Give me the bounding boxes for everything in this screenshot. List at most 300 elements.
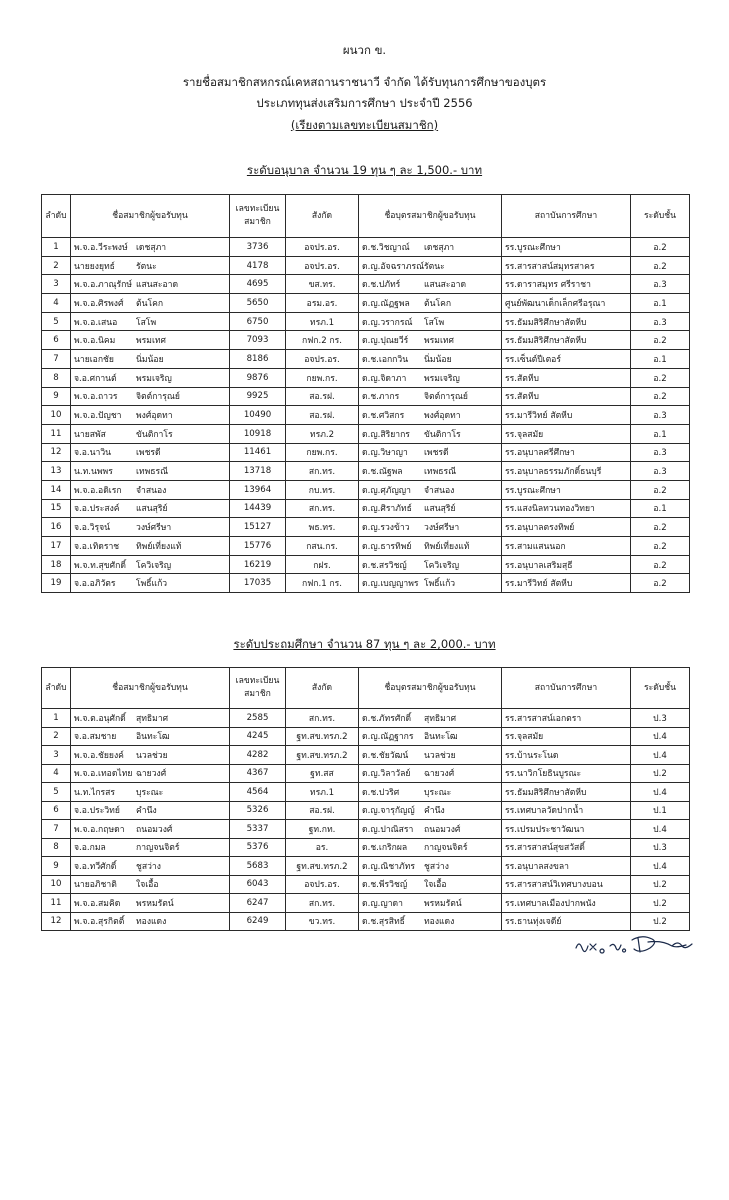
row-member-name xyxy=(71,801,230,820)
row-unit: ฐท.สข.ทรภ.2 xyxy=(286,727,359,746)
row-member-id: 5650 xyxy=(230,294,286,313)
row-order: 1 xyxy=(42,238,71,257)
section-primary-title: ระดับประถมศึกษา จำนวน 87 ทุน ๆ ละ 2,000.- บาท xyxy=(233,637,496,651)
child-first-name: ด.ญ.จิดาภา xyxy=(362,373,407,384)
row-child-name xyxy=(359,764,502,783)
member-first-name: นายเอกชัย xyxy=(74,354,114,365)
row-unit: ทรภ.1 xyxy=(286,312,359,331)
table-row xyxy=(42,801,690,820)
row-unit: กฝร. xyxy=(286,555,359,574)
child-first-name: ด.ญ.ปาณิสรา xyxy=(362,824,414,835)
row-child-name xyxy=(359,894,502,913)
table-row xyxy=(42,312,690,331)
table-row xyxy=(42,875,690,894)
row-grade: อ.2 xyxy=(631,238,690,257)
child-last-name: พรมเจริญ xyxy=(424,373,460,384)
child-first-name: ด.ญ.ณัฏฐากร xyxy=(362,732,414,743)
row-member-id: 7093 xyxy=(230,331,286,350)
row-member-name xyxy=(71,256,230,275)
child-first-name: ด.ญ.ณัฏฐพล xyxy=(362,298,410,309)
row-unit: สก.ทร. xyxy=(286,462,359,481)
row-child-name xyxy=(359,783,502,802)
row-unit: อร. xyxy=(286,838,359,857)
member-first-name: พ.จ.อ.กฤษดา xyxy=(74,824,125,835)
child-first-name: ด.ญ.ญาดา xyxy=(362,898,403,909)
child-first-name: ด.ช.ปวริศ xyxy=(362,787,400,798)
row-child-name xyxy=(359,387,502,406)
row-order: 7 xyxy=(42,820,71,839)
row-school: รร.อนุบาลศรีศึกษา xyxy=(502,443,631,462)
row-grade: ป.4 xyxy=(631,727,690,746)
row-member-id: 2585 xyxy=(230,709,286,728)
member-last-name: ชูสว่าง xyxy=(136,861,161,872)
col-order: ลำดับ xyxy=(42,195,71,238)
row-member-id: 14439 xyxy=(230,499,286,518)
row-unit: ขส.ทร. xyxy=(286,275,359,294)
row-grade: ป.2 xyxy=(631,894,690,913)
row-grade: อ.1 xyxy=(631,350,690,369)
child-last-name: จำสนอง xyxy=(424,485,455,496)
row-member-name xyxy=(71,480,230,499)
table-row xyxy=(42,518,690,537)
row-member-id: 4367 xyxy=(230,764,286,783)
row-member-name xyxy=(71,555,230,574)
row-child-name xyxy=(359,518,502,537)
row-unit: สก.ทร. xyxy=(286,709,359,728)
row-order: 17 xyxy=(42,537,71,556)
member-first-name: นายอภิชาติ xyxy=(74,880,117,891)
table-row xyxy=(42,294,690,313)
table-row xyxy=(42,275,690,294)
row-child-name xyxy=(359,746,502,765)
row-member-id: 5337 xyxy=(230,820,286,839)
row-order: 1 xyxy=(42,709,71,728)
row-member-name xyxy=(71,238,230,257)
row-member-name xyxy=(71,838,230,857)
child-first-name: ด.ช.วิชญาณ์ xyxy=(362,242,410,253)
child-last-name: ชูสว่าง xyxy=(424,861,449,872)
row-grade: อ.2 xyxy=(631,555,690,574)
member-last-name: วงษ์ศรีษา xyxy=(136,523,172,534)
row-unit: สอ.รฝ. xyxy=(286,801,359,820)
annex-label: ผนวก ข. xyxy=(342,43,387,57)
child-last-name: อินทะโฒ xyxy=(424,732,458,743)
row-school: รร.บูรณะศึกษา xyxy=(502,480,631,499)
row-member-id: 6750 xyxy=(230,312,286,331)
row-school: รร.จุลสมัย xyxy=(502,727,631,746)
row-unit: สก.ทร. xyxy=(286,894,359,913)
row-unit: ฐท.สข.ทรภ.2 xyxy=(286,746,359,765)
row-child-name xyxy=(359,912,502,931)
table-row xyxy=(42,727,690,746)
child-last-name: แสนสุริย์ xyxy=(424,504,456,515)
row-order: 2 xyxy=(42,727,71,746)
member-last-name: สุทธิมาศ xyxy=(136,713,169,724)
row-child-name xyxy=(359,574,502,593)
row-unit: อจปร.อร. xyxy=(286,238,359,257)
row-unit: อรม.อร. xyxy=(286,294,359,313)
row-grade: ป.2 xyxy=(631,875,690,894)
row-member-name xyxy=(71,387,230,406)
table-row xyxy=(42,912,690,931)
row-member-id: 9876 xyxy=(230,368,286,387)
row-member-name xyxy=(71,727,230,746)
table-row xyxy=(42,350,690,369)
table-row xyxy=(42,424,690,443)
child-last-name: โพธิ์แก้ว xyxy=(424,579,456,590)
row-order: 4 xyxy=(42,294,71,313)
row-school: รร.สัตหีบ xyxy=(502,368,631,387)
member-first-name: จ.อ.อภิวัตร xyxy=(74,579,116,590)
row-grade: อ.2 xyxy=(631,331,690,350)
row-child-name xyxy=(359,480,502,499)
child-first-name: ด.ญ.จารุกัญญ์ xyxy=(362,806,415,817)
child-last-name: เพชรดี xyxy=(424,448,449,459)
member-first-name: พ.จ.อ.ภาณุรักษ์ xyxy=(74,280,133,291)
child-last-name: ทองแดง xyxy=(424,917,455,928)
member-first-name: พ.จ.อ.ชัยยงค์ xyxy=(74,750,124,761)
table-row xyxy=(42,574,690,593)
member-first-name: จ.อ.ประสงค์ xyxy=(74,504,120,515)
child-first-name: ด.ญ.เบญญาพร xyxy=(362,579,419,590)
row-child-name xyxy=(359,294,502,313)
row-member-id: 5326 xyxy=(230,801,286,820)
row-grade: ป.2 xyxy=(631,912,690,931)
row-order: 9 xyxy=(42,387,71,406)
child-last-name: แสนสะอาด xyxy=(424,280,467,291)
row-member-name xyxy=(71,350,230,369)
row-school: รร.ธัมมสิริศึกษาสัตหีบ xyxy=(502,312,631,331)
row-order: 5 xyxy=(42,312,71,331)
row-school: รร.แสงนิลทวนทองวิทยา xyxy=(502,499,631,518)
row-grade: อ.3 xyxy=(631,462,690,481)
member-last-name: แสนสะอาด xyxy=(136,280,179,291)
table-row xyxy=(42,555,690,574)
row-child-name xyxy=(359,555,502,574)
row-member-name xyxy=(71,424,230,443)
row-order: 18 xyxy=(42,555,71,574)
row-unit: กฟก.1 กร. xyxy=(286,574,359,593)
row-order: 10 xyxy=(42,406,71,425)
row-school: รร.นาวิกโยธินบูรณะ xyxy=(502,764,631,783)
row-school: รร.อนุบาลธรรมภักดิ์ธนบุรี xyxy=(502,462,631,481)
table-row xyxy=(42,820,690,839)
row-school: รร.มารีวิทย์ สัตหีบ xyxy=(502,406,631,425)
member-last-name: เพชรดี xyxy=(136,448,161,459)
row-order: 8 xyxy=(42,368,71,387)
row-order: 11 xyxy=(42,894,71,913)
document-subtitle: ประเภททุนส่งเสริมการศึกษา ประจำปี 2556 xyxy=(256,96,473,110)
row-grade: อ.3 xyxy=(631,406,690,425)
child-first-name: ด.ญ.วิลาวัลย์ xyxy=(362,769,411,780)
col-order: ลำดับ xyxy=(42,668,71,709)
row-member-name xyxy=(71,537,230,556)
row-grade: อ.2 xyxy=(631,387,690,406)
row-order: 11 xyxy=(42,424,71,443)
member-last-name: จำสนอง xyxy=(136,485,167,496)
child-last-name: ถนอมวงศ์ xyxy=(424,824,461,835)
member-first-name: นายสพัส xyxy=(74,429,106,440)
member-first-name: พ.จ.ต.อนุศักดิ์ xyxy=(74,713,126,724)
col-member-name: ชื่อสมาชิกผู้ขอรับทุน xyxy=(71,195,230,238)
row-member-id: 9925 xyxy=(230,387,286,406)
row-child-name xyxy=(359,350,502,369)
member-first-name: น.ท.ไกรสร xyxy=(74,787,116,798)
table-row xyxy=(42,480,690,499)
row-child-name xyxy=(359,312,502,331)
row-school: รร.อนุบาลตรงทิพย์ xyxy=(502,518,631,537)
child-last-name: โสโพ xyxy=(424,317,445,328)
section-kindergarten-title: ระดับอนุบาล จำนวน 19 ทุน ๆ ละ 1,500.- บาท xyxy=(246,163,483,177)
table-row xyxy=(42,857,690,876)
row-child-name xyxy=(359,443,502,462)
row-unit: พธ.ทร. xyxy=(286,518,359,537)
table-row xyxy=(42,256,690,275)
child-last-name: คำนึง xyxy=(424,806,445,817)
table-row xyxy=(42,387,690,406)
table-row xyxy=(42,368,690,387)
row-member-id: 6247 xyxy=(230,894,286,913)
member-first-name: จ.อ.ศกานต์ xyxy=(74,373,117,384)
row-grade: อ.2 xyxy=(631,480,690,499)
child-last-name: พงศ์อุดทา xyxy=(424,411,461,422)
row-grade: ป.4 xyxy=(631,857,690,876)
member-first-name: จ.อ.นาวิน xyxy=(74,448,112,459)
child-last-name: พรมเทศ xyxy=(424,336,455,347)
col-unit: สังกัด xyxy=(286,195,359,238)
row-child-name xyxy=(359,238,502,257)
member-first-name: พ.จ.อ.สุรกิตติ์ xyxy=(74,917,125,928)
row-member-name xyxy=(71,499,230,518)
row-grade: อ.2 xyxy=(631,368,690,387)
member-first-name: จ.อ.กมล xyxy=(74,843,106,854)
member-last-name: ถนอมวงศ์ xyxy=(136,824,173,835)
child-last-name: ต้นโคก xyxy=(424,298,452,309)
row-member-id: 8186 xyxy=(230,350,286,369)
row-unit: ฐท.สส xyxy=(286,764,359,783)
row-member-id: 4564 xyxy=(230,783,286,802)
row-member-name xyxy=(71,820,230,839)
member-first-name: จ.อ.ทวีศักดิ์ xyxy=(74,861,117,872)
member-last-name: ทิพย์เที่ยงแท้ xyxy=(136,541,182,552)
member-last-name: เทพธรณี xyxy=(136,467,169,478)
row-member-id: 13964 xyxy=(230,480,286,499)
child-first-name: ด.ญ.ธารทิพย์ xyxy=(362,541,412,552)
child-last-name: นิ่มน้อย xyxy=(424,354,452,365)
child-first-name: ด.ช.ปภัทร์ xyxy=(362,280,401,291)
member-last-name: จิตต์การุณย์ xyxy=(136,392,180,403)
child-first-name: ด.ช.ภัทรศักดิ์ xyxy=(362,713,412,724)
row-member-name xyxy=(71,783,230,802)
member-first-name: พ.จ.อ.อดิเรก xyxy=(74,485,122,496)
row-school: รร.บ้านระโนด xyxy=(502,746,631,765)
row-school: รร.เซ็นต์ปีเตอร์ xyxy=(502,350,631,369)
row-order: 6 xyxy=(42,801,71,820)
row-order: 19 xyxy=(42,574,71,593)
col-child-name: ชื่อบุตรสมาชิกผู้ขอรับทุน xyxy=(359,195,502,238)
row-child-name xyxy=(359,331,502,350)
row-child-name xyxy=(359,709,502,728)
row-unit: ทรภ.1 xyxy=(286,783,359,802)
child-first-name: ด.ช.ศวิสกร xyxy=(362,411,405,422)
child-last-name: ขันติกาโร xyxy=(424,429,461,440)
row-member-name xyxy=(71,875,230,894)
member-last-name: พรมเจริญ xyxy=(136,373,172,384)
row-child-name xyxy=(359,537,502,556)
table-header-row xyxy=(42,195,690,238)
member-last-name: ใจเอื้อ xyxy=(136,880,159,891)
row-order: 6 xyxy=(42,331,71,350)
table-row xyxy=(42,709,690,728)
row-school: รร.ธานทุ่งเจดีย์ xyxy=(502,912,631,931)
child-last-name: กาญจนจิตร์ xyxy=(424,843,468,854)
row-order: 3 xyxy=(42,746,71,765)
row-member-id: 4178 xyxy=(230,256,286,275)
row-grade: อ.1 xyxy=(631,499,690,518)
child-last-name: สุทธิมาศ xyxy=(424,713,457,724)
col-member-id: เลขทะเบียน สมาชิก xyxy=(230,195,286,238)
row-school: รร.ดาราสมุทร ศรีราชา xyxy=(502,275,631,294)
table-row xyxy=(42,443,690,462)
row-school: รร.อนุบาลเสริมสุธี xyxy=(502,555,631,574)
row-grade: ป.3 xyxy=(631,709,690,728)
member-first-name: จ.อ.ประวิทย์ xyxy=(74,806,120,817)
row-school: รร.บูรณะศึกษา xyxy=(502,238,631,257)
table-row xyxy=(42,331,690,350)
child-first-name: ด.ช.สรวิชญ์ xyxy=(362,560,407,571)
row-school: รร.สารสาสน์สุขสวัสดิ์ xyxy=(502,838,631,857)
table-row xyxy=(42,838,690,857)
row-child-name xyxy=(359,838,502,857)
child-last-name: โควิเจริญ xyxy=(424,560,460,571)
child-last-name: พรหมรัตน์ xyxy=(424,898,462,909)
member-last-name: พงศ์อุดทา xyxy=(136,411,173,422)
row-unit: สก.ทร. xyxy=(286,499,359,518)
row-child-name xyxy=(359,275,502,294)
row-order: 7 xyxy=(42,350,71,369)
member-last-name: โสโพ xyxy=(136,317,157,328)
col-member-id: เลขทะเบียน สมาชิก xyxy=(230,668,286,709)
member-last-name: พรหมรัตน์ xyxy=(136,898,174,909)
row-member-name xyxy=(71,312,230,331)
row-school: รร.สามแสนนอก xyxy=(502,537,631,556)
member-last-name: โควิเจริญ xyxy=(136,560,172,571)
member-last-name: อินทะโฒ xyxy=(136,732,170,743)
row-member-id: 11461 xyxy=(230,443,286,462)
col-grade: ระดับชั้น xyxy=(631,195,690,238)
member-last-name: แสนสุริย์ xyxy=(136,504,168,515)
member-last-name: ทองแดง xyxy=(136,917,167,928)
row-grade: อ.2 xyxy=(631,574,690,593)
child-first-name: ด.ช.ภากร xyxy=(362,392,400,403)
row-member-id: 6043 xyxy=(230,875,286,894)
child-last-name: นวลช่วย xyxy=(424,750,456,761)
table-row xyxy=(42,499,690,518)
row-grade: ป.1 xyxy=(631,801,690,820)
row-grade: ป.3 xyxy=(631,838,690,857)
row-member-id: 16219 xyxy=(230,555,286,574)
table-row xyxy=(42,746,690,765)
table-row xyxy=(42,537,690,556)
row-order: 9 xyxy=(42,857,71,876)
row-member-name xyxy=(71,462,230,481)
table-row xyxy=(42,406,690,425)
row-member-id: 4695 xyxy=(230,275,286,294)
row-member-name xyxy=(71,764,230,783)
child-first-name: ด.ช.เกริกผล xyxy=(362,843,408,854)
row-member-name xyxy=(71,912,230,931)
table-header-row xyxy=(42,668,690,709)
row-order: 14 xyxy=(42,480,71,499)
row-member-name xyxy=(71,518,230,537)
row-child-name xyxy=(359,801,502,820)
table-row xyxy=(42,462,690,481)
member-last-name: โพธิ์แก้ว xyxy=(136,579,168,590)
row-unit: อจปร.อร. xyxy=(286,875,359,894)
row-unit: ทรภ.2 xyxy=(286,424,359,443)
row-school: รร.สารสาสน์สมุทรสาคร xyxy=(502,256,631,275)
row-grade: ป.4 xyxy=(631,746,690,765)
member-first-name: พ.จ.อ.สมคิด xyxy=(74,898,121,909)
member-last-name: พรมเทศ xyxy=(136,336,167,347)
row-member-name xyxy=(71,574,230,593)
row-member-name xyxy=(71,894,230,913)
row-school: รร.ธัมมสิริศึกษาสัตหีบ xyxy=(502,783,631,802)
row-child-name xyxy=(359,462,502,481)
member-last-name: นิ่มน้อย xyxy=(136,354,164,365)
row-school: รร.อนุบาลสงขลา xyxy=(502,857,631,876)
col-grade: ระดับชั้น xyxy=(631,668,690,709)
row-member-name xyxy=(71,406,230,425)
col-child-name: ชื่อบุตรสมาชิกผู้ขอรับทุน xyxy=(359,668,502,709)
member-first-name: พ.จ.อ.ถาวร xyxy=(74,392,118,403)
col-school: สถาบันการศึกษา xyxy=(502,668,631,709)
signature-mark xyxy=(572,932,700,956)
member-last-name: เดชสุภา xyxy=(136,242,167,253)
row-child-name xyxy=(359,406,502,425)
member-first-name: น.ท.นพพร xyxy=(74,467,113,478)
row-order: 12 xyxy=(42,912,71,931)
row-order: 15 xyxy=(42,499,71,518)
member-first-name: พ.จ.อ.เสนอ xyxy=(74,317,118,328)
col-school: สถาบันการศึกษา xyxy=(502,195,631,238)
member-first-name: จ.อ.เทิดราช xyxy=(74,541,120,552)
row-school: รร.จุลสมัย xyxy=(502,424,631,443)
child-first-name: ด.ช.ณัฐพล xyxy=(362,467,403,478)
member-first-name: พ.จ.อ.นิคม xyxy=(74,336,116,347)
child-first-name: ด.ช.เอกกวิน xyxy=(362,354,409,365)
member-last-name: กาญจนจิตร์ xyxy=(136,843,180,854)
child-last-name: ทิพย์เที่ยงแท้ xyxy=(424,541,470,552)
member-first-name: จ.อ.สมชาย xyxy=(74,732,117,743)
row-member-name xyxy=(71,746,230,765)
row-member-name xyxy=(71,368,230,387)
member-last-name: บุระณะ xyxy=(136,787,164,798)
child-first-name: ด.ช.พีรวิชญ์ xyxy=(362,880,408,891)
row-grade: อ.1 xyxy=(631,424,690,443)
member-first-name: พ.จ.ท.สุขศักดิ์ xyxy=(74,560,126,571)
row-member-id: 15776 xyxy=(230,537,286,556)
primary-table xyxy=(41,667,690,931)
row-order: 8 xyxy=(42,838,71,857)
row-grade: อ.1 xyxy=(631,294,690,313)
row-member-id: 15127 xyxy=(230,518,286,537)
row-member-id: 6249 xyxy=(230,912,286,931)
child-first-name: ด.ญ.อัจฉราภรณ์ xyxy=(362,261,425,272)
col-member-name: ชื่อสมาชิกผู้ขอรับทุน xyxy=(71,668,230,709)
row-child-name xyxy=(359,424,502,443)
row-member-name xyxy=(71,294,230,313)
